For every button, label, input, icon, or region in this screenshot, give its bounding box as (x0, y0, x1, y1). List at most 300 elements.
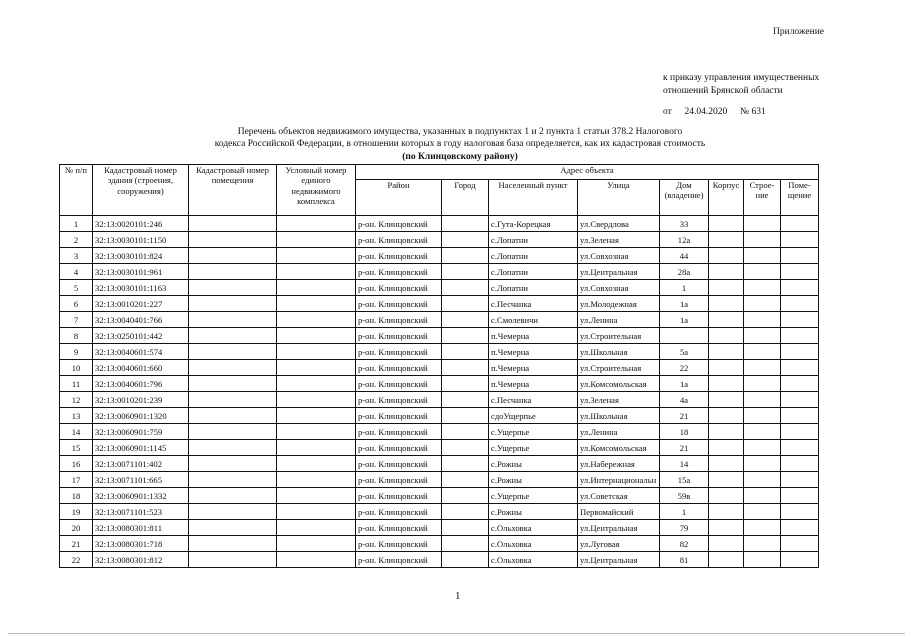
cell-locality: п.Чемерна (489, 360, 578, 376)
cell-city (442, 264, 489, 280)
cell-room-number (189, 504, 277, 520)
cell-conditional-number (277, 536, 356, 552)
cell-row-number: 10 (60, 360, 93, 376)
cell-house: 4а (660, 392, 709, 408)
cell-room-number (189, 296, 277, 312)
cell-locality: с.Ущерпье (489, 440, 578, 456)
cell-conditional-number (277, 248, 356, 264)
cell-building (709, 488, 744, 504)
cell-street: ул.Школьная (578, 408, 660, 424)
cell-premises (781, 280, 819, 296)
cell-cadastral-number: 32:13:0060901:1320 (93, 408, 189, 424)
cell-locality: с.Смолевичи (489, 312, 578, 328)
cell-row-number: 6 (60, 296, 93, 312)
cell-row-number: 9 (60, 344, 93, 360)
cell-room-number (189, 344, 277, 360)
cell-district: р-он. Клинцовский (356, 520, 442, 536)
cell-cadastral-number: 32:13:0060901:759 (93, 424, 189, 440)
cell-premises (781, 264, 819, 280)
cell-structure (744, 456, 781, 472)
cell-building (709, 328, 744, 344)
cell-premises (781, 456, 819, 472)
cell-street: ул.Молодежная (578, 296, 660, 312)
cell-row-number: 1 (60, 216, 93, 232)
cell-room-number (189, 392, 277, 408)
cell-premises (781, 424, 819, 440)
cell-district: р-он. Клинцовский (356, 456, 442, 472)
cell-premises (781, 392, 819, 408)
cell-street: ул.Набережная (578, 456, 660, 472)
cell-house: 79 (660, 520, 709, 536)
cell-premises (781, 216, 819, 232)
cell-street: ул.Строительная (578, 328, 660, 344)
cell-city (442, 536, 489, 552)
cell-city (442, 472, 489, 488)
cell-structure (744, 312, 781, 328)
cell-row-number: 21 (60, 536, 93, 552)
cell-cadastral-number: 32:13:0010201:227 (93, 296, 189, 312)
cell-house: 1а (660, 376, 709, 392)
header-cadastral-building: Кадастровый номер здания (строения, сооружения) (93, 165, 189, 216)
cell-district: р-он. Клинцовский (356, 344, 442, 360)
cell-cadastral-number: 32:13:0040401:766 (93, 312, 189, 328)
cell-cadastral-number: 32:13:0080301:718 (93, 536, 189, 552)
cell-conditional-number (277, 216, 356, 232)
cell-district: р-он. Клинцовский (356, 216, 442, 232)
cell-locality: с.Ольховка (489, 552, 578, 568)
cell-locality: с.Лопатни (489, 264, 578, 280)
table-row (60, 520, 819, 536)
cell-house: 81 (660, 552, 709, 568)
cell-locality: с.Лопатни (489, 248, 578, 264)
header-building: Корпус (709, 180, 744, 216)
cell-district: р-он. Клинцовский (356, 408, 442, 424)
cell-house: 1а (660, 296, 709, 312)
cell-city (442, 376, 489, 392)
order-date-line (663, 106, 766, 119)
table-row (60, 264, 819, 280)
cell-street: Первомайский (578, 504, 660, 520)
cell-conditional-number (277, 504, 356, 520)
cell-cadastral-number: 32:13:0071101:665 (93, 472, 189, 488)
cell-cadastral-number: 32:13:0060901:1145 (93, 440, 189, 456)
cell-cadastral-number: 32:13:0040601:574 (93, 344, 189, 360)
cell-room-number (189, 376, 277, 392)
cell-street: ул.Совхозная (578, 280, 660, 296)
cell-city (442, 408, 489, 424)
cell-premises (781, 344, 819, 360)
cell-house: 44 (660, 248, 709, 264)
cell-street: ул.Ленина (578, 312, 660, 328)
cell-building (709, 376, 744, 392)
cell-locality: с.Рожны (489, 456, 578, 472)
cell-building (709, 216, 744, 232)
cell-conditional-number (277, 376, 356, 392)
cell-row-number: 2 (60, 232, 93, 248)
cell-cadastral-number: 32:13:0071101:523 (93, 504, 189, 520)
cell-house: 1а (660, 312, 709, 328)
cell-building (709, 536, 744, 552)
cell-street: ул.Зеленая (578, 232, 660, 248)
cell-room-number (189, 424, 277, 440)
table-row (60, 216, 819, 232)
cell-district: р-он. Клинцовский (356, 360, 442, 376)
cell-row-number: 12 (60, 392, 93, 408)
cell-room-number (189, 472, 277, 488)
cell-house: 59в (660, 488, 709, 504)
cell-row-number: 4 (60, 264, 93, 280)
table-row (60, 472, 819, 488)
cell-row-number: 8 (60, 328, 93, 344)
table-row (60, 536, 819, 552)
cell-cadastral-number: 32:13:0020101:246 (93, 216, 189, 232)
cell-premises (781, 328, 819, 344)
cell-premises (781, 472, 819, 488)
cell-structure (744, 264, 781, 280)
cell-street: ул.Комсомольская (578, 440, 660, 456)
title-line-1: Перечень объектов недвижимого имущества, указанных в подпунктах 1 и 2 пункта 1 статьи 378.2 Налогового (237, 127, 683, 137)
cell-house: 5а (660, 344, 709, 360)
cell-room-number (189, 408, 277, 424)
cell-building (709, 552, 744, 568)
cell-premises (781, 360, 819, 376)
cell-cadastral-number: 32:13:0030101:961 (93, 264, 189, 280)
cell-cadastral-number: 32:13:0030101:824 (93, 248, 189, 264)
cell-city (442, 440, 489, 456)
cell-house: 15а (660, 472, 709, 488)
cell-locality: п.Чемерна (489, 344, 578, 360)
cell-city (442, 552, 489, 568)
header-premises: Поме-щение (781, 180, 819, 216)
cell-conditional-number (277, 280, 356, 296)
table-row (60, 232, 819, 248)
cell-room-number (189, 520, 277, 536)
cell-row-number: 7 (60, 312, 93, 328)
cell-row-number: 18 (60, 488, 93, 504)
cell-district: р-он. Клинцовский (356, 552, 442, 568)
cell-conditional-number (277, 488, 356, 504)
table-row (60, 328, 819, 344)
cell-structure (744, 216, 781, 232)
table-row (60, 424, 819, 440)
header-num: № п/п (60, 165, 93, 216)
cell-conditional-number (277, 520, 356, 536)
cell-street: ул.Центральная (578, 520, 660, 536)
cell-room-number (189, 488, 277, 504)
table-row (60, 280, 819, 296)
cell-locality: п.Чемерна (489, 376, 578, 392)
cell-row-number: 14 (60, 424, 93, 440)
cell-house: 21 (660, 440, 709, 456)
cell-street: ул.Комсомольская (578, 376, 660, 392)
table-row (60, 296, 819, 312)
cell-city (442, 248, 489, 264)
cell-city (442, 456, 489, 472)
cell-room-number (189, 232, 277, 248)
cell-premises (781, 440, 819, 456)
cell-cadastral-number: 32:13:0060901:1332 (93, 488, 189, 504)
scan-edge-line (8, 633, 905, 634)
page-number: 1 (455, 590, 461, 602)
cell-street: ул.Центральная (578, 552, 660, 568)
header-conditional-number: Условный номер единого недвижимого комплекса (277, 165, 356, 216)
cell-room-number (189, 248, 277, 264)
cell-premises (781, 504, 819, 520)
cell-building (709, 440, 744, 456)
cell-conditional-number (277, 312, 356, 328)
cell-row-number: 11 (60, 376, 93, 392)
cell-row-number: 15 (60, 440, 93, 456)
cell-city (442, 296, 489, 312)
header-city: Город (442, 180, 489, 216)
table-row (60, 456, 819, 472)
cell-street: ул.Школьная (578, 344, 660, 360)
cell-room-number (189, 280, 277, 296)
table-row (60, 376, 819, 392)
cell-district: р-он. Клинцовский (356, 296, 442, 312)
cell-district: р-он. Клинцовский (356, 504, 442, 520)
cell-row-number: 19 (60, 504, 93, 520)
cell-row-number: 22 (60, 552, 93, 568)
table-row (60, 552, 819, 568)
cell-locality: с.Рожны (489, 472, 578, 488)
order-line-1: к приказу управления имущественных (663, 73, 820, 83)
cell-structure (744, 408, 781, 424)
cell-cadastral-number: 32:13:0030101:1150 (93, 232, 189, 248)
header-cadastral-room: Кадастровый номер помещения (189, 165, 277, 216)
header-address: Адрес объекта (356, 165, 819, 180)
cell-district: р-он. Клинцовский (356, 328, 442, 344)
cell-room-number (189, 536, 277, 552)
cell-house: 22 (660, 360, 709, 376)
cell-structure (744, 472, 781, 488)
table-row (60, 440, 819, 456)
cell-room-number (189, 216, 277, 232)
cell-locality: с.Ущерпье (489, 488, 578, 504)
cell-row-number: 17 (60, 472, 93, 488)
cell-house: 12а (660, 232, 709, 248)
cell-structure (744, 392, 781, 408)
cell-conditional-number (277, 424, 356, 440)
cell-room-number (189, 264, 277, 280)
cell-structure (744, 424, 781, 440)
cell-street: ул.Советская (578, 488, 660, 504)
cell-premises (781, 408, 819, 424)
cell-row-number: 3 (60, 248, 93, 264)
cell-conditional-number (277, 344, 356, 360)
cell-city (442, 280, 489, 296)
cell-conditional-number (277, 440, 356, 456)
cell-city (442, 232, 489, 248)
cell-conditional-number (277, 392, 356, 408)
cell-cadastral-number: 32:13:0040601:660 (93, 360, 189, 376)
order-number: 631 (751, 107, 766, 117)
cell-cadastral-number: 32:13:0080301:811 (93, 520, 189, 536)
cell-street: ул.Строительная (578, 360, 660, 376)
cell-locality: сдоУщерпье (489, 408, 578, 424)
cell-street: ул.Центральная (578, 264, 660, 280)
table-row (60, 360, 819, 376)
cell-conditional-number (277, 408, 356, 424)
cell-district: р-он. Клинцовский (356, 536, 442, 552)
cell-row-number: 20 (60, 520, 93, 536)
header-street: Улица (578, 180, 660, 216)
cell-house: 33 (660, 216, 709, 232)
title-subtitle: (по Клинцовскому району) (402, 151, 518, 162)
cell-building (709, 472, 744, 488)
cell-premises (781, 232, 819, 248)
cell-city (442, 520, 489, 536)
cell-building (709, 456, 744, 472)
cell-premises (781, 312, 819, 328)
cell-room-number (189, 360, 277, 376)
cell-structure (744, 344, 781, 360)
cell-premises (781, 552, 819, 568)
cell-building (709, 232, 744, 248)
cell-house: 28а (660, 264, 709, 280)
cell-building (709, 408, 744, 424)
cell-city (442, 312, 489, 328)
cell-premises (781, 520, 819, 536)
cell-building (709, 264, 744, 280)
cell-city (442, 392, 489, 408)
cell-locality: с.Ущерпье (489, 424, 578, 440)
cell-district: р-он. Клинцовский (356, 424, 442, 440)
table-row (60, 344, 819, 360)
cell-conditional-number (277, 328, 356, 344)
table-row (60, 504, 819, 520)
table-body (60, 216, 819, 568)
cell-building (709, 392, 744, 408)
cell-conditional-number (277, 456, 356, 472)
table-row (60, 488, 819, 504)
cell-district: р-он. Клинцовский (356, 376, 442, 392)
cell-city (442, 504, 489, 520)
cell-locality: п.Чемерна (489, 328, 578, 344)
cell-row-number: 13 (60, 408, 93, 424)
cell-premises (781, 296, 819, 312)
cell-city (442, 424, 489, 440)
cell-building (709, 280, 744, 296)
header-structure: Строе-ние (744, 180, 781, 216)
cell-building (709, 520, 744, 536)
cell-street: ул.Ленина (578, 424, 660, 440)
cell-cadastral-number: 32:13:0040601:796 (93, 376, 189, 392)
cell-district: р-он. Клинцовский (356, 488, 442, 504)
cell-locality: с.Рожны (489, 504, 578, 520)
cell-row-number: 5 (60, 280, 93, 296)
cell-structure (744, 440, 781, 456)
cell-building (709, 312, 744, 328)
cell-cadastral-number: 32:13:0010201:239 (93, 392, 189, 408)
title-line-2: кодекса Российской Федерации, в отношении которых в году налоговая база определяется, как их кадастровая стоимость (214, 139, 706, 150)
cell-cadastral-number: 32:13:0250101:442 (93, 328, 189, 344)
cell-structure (744, 328, 781, 344)
cell-locality: с.Ольховка (489, 520, 578, 536)
cell-city (442, 216, 489, 232)
cell-structure (744, 376, 781, 392)
cell-district: р-он. Клинцовский (356, 472, 442, 488)
cell-structure (744, 248, 781, 264)
cell-district: р-он. Клинцовский (356, 280, 442, 296)
header-district: Район (356, 180, 442, 216)
cell-district: р-он. Клинцовский (356, 248, 442, 264)
table-row (60, 248, 819, 264)
cell-house (660, 328, 709, 344)
cell-street: ул.Совхозная (578, 248, 660, 264)
cell-structure (744, 488, 781, 504)
cell-house: 1 (660, 280, 709, 296)
cell-structure (744, 552, 781, 568)
cell-building (709, 360, 744, 376)
cell-structure (744, 504, 781, 520)
cell-cadastral-number: 32:13:0080301:812 (93, 552, 189, 568)
cell-district: р-он. Клинцовский (356, 232, 442, 248)
cell-building (709, 248, 744, 264)
cell-street: ул.Луговая (578, 536, 660, 552)
cell-house: 1 (660, 504, 709, 520)
cell-premises (781, 248, 819, 264)
cell-building (709, 344, 744, 360)
document-title (60, 126, 860, 163)
cell-room-number (189, 328, 277, 344)
cell-locality: с.Песчанка (489, 296, 578, 312)
header-house: Дом (владение) (660, 180, 709, 216)
cell-house: 14 (660, 456, 709, 472)
cell-structure (744, 280, 781, 296)
cell-city (442, 488, 489, 504)
table-row (60, 312, 819, 328)
cell-street: ул.Зеленая (578, 392, 660, 408)
cell-row-number: 16 (60, 456, 93, 472)
cell-locality: с.Ольховка (489, 536, 578, 552)
cell-structure (744, 536, 781, 552)
cell-premises (781, 488, 819, 504)
cell-district: р-он. Клинцовский (356, 264, 442, 280)
cell-house: 82 (660, 536, 709, 552)
date-prefix: от (663, 107, 672, 117)
order-line-2: отношений Брянской области (663, 85, 783, 96)
cell-room-number (189, 312, 277, 328)
cell-locality: с.Песчанка (489, 392, 578, 408)
cell-district: р-он. Клинцовский (356, 392, 442, 408)
cell-structure (744, 296, 781, 312)
order-date: 24.04.2020 (684, 107, 728, 117)
cell-room-number (189, 552, 277, 568)
cell-locality: с.Лопатни (489, 280, 578, 296)
cell-structure (744, 232, 781, 248)
cell-district: р-он. Клинцовский (356, 312, 442, 328)
cell-cadastral-number: 32:13:0071101:402 (93, 456, 189, 472)
order-reference (663, 72, 819, 98)
appendix-label: Приложение (773, 27, 824, 37)
cell-cadastral-number: 32:13:0030101:1163 (93, 280, 189, 296)
cell-city (442, 344, 489, 360)
cell-city (442, 328, 489, 344)
cell-building (709, 424, 744, 440)
cell-building (709, 504, 744, 520)
cell-house: 18 (660, 424, 709, 440)
cell-conditional-number (277, 360, 356, 376)
cell-city (442, 360, 489, 376)
cell-district: р-он. Клинцовский (356, 440, 442, 456)
cell-street: ул.Свердлова (578, 216, 660, 232)
cell-locality: с.Гута-Корецкая (489, 216, 578, 232)
cell-building (709, 296, 744, 312)
cell-room-number (189, 456, 277, 472)
cell-structure (744, 360, 781, 376)
cell-conditional-number (277, 232, 356, 248)
